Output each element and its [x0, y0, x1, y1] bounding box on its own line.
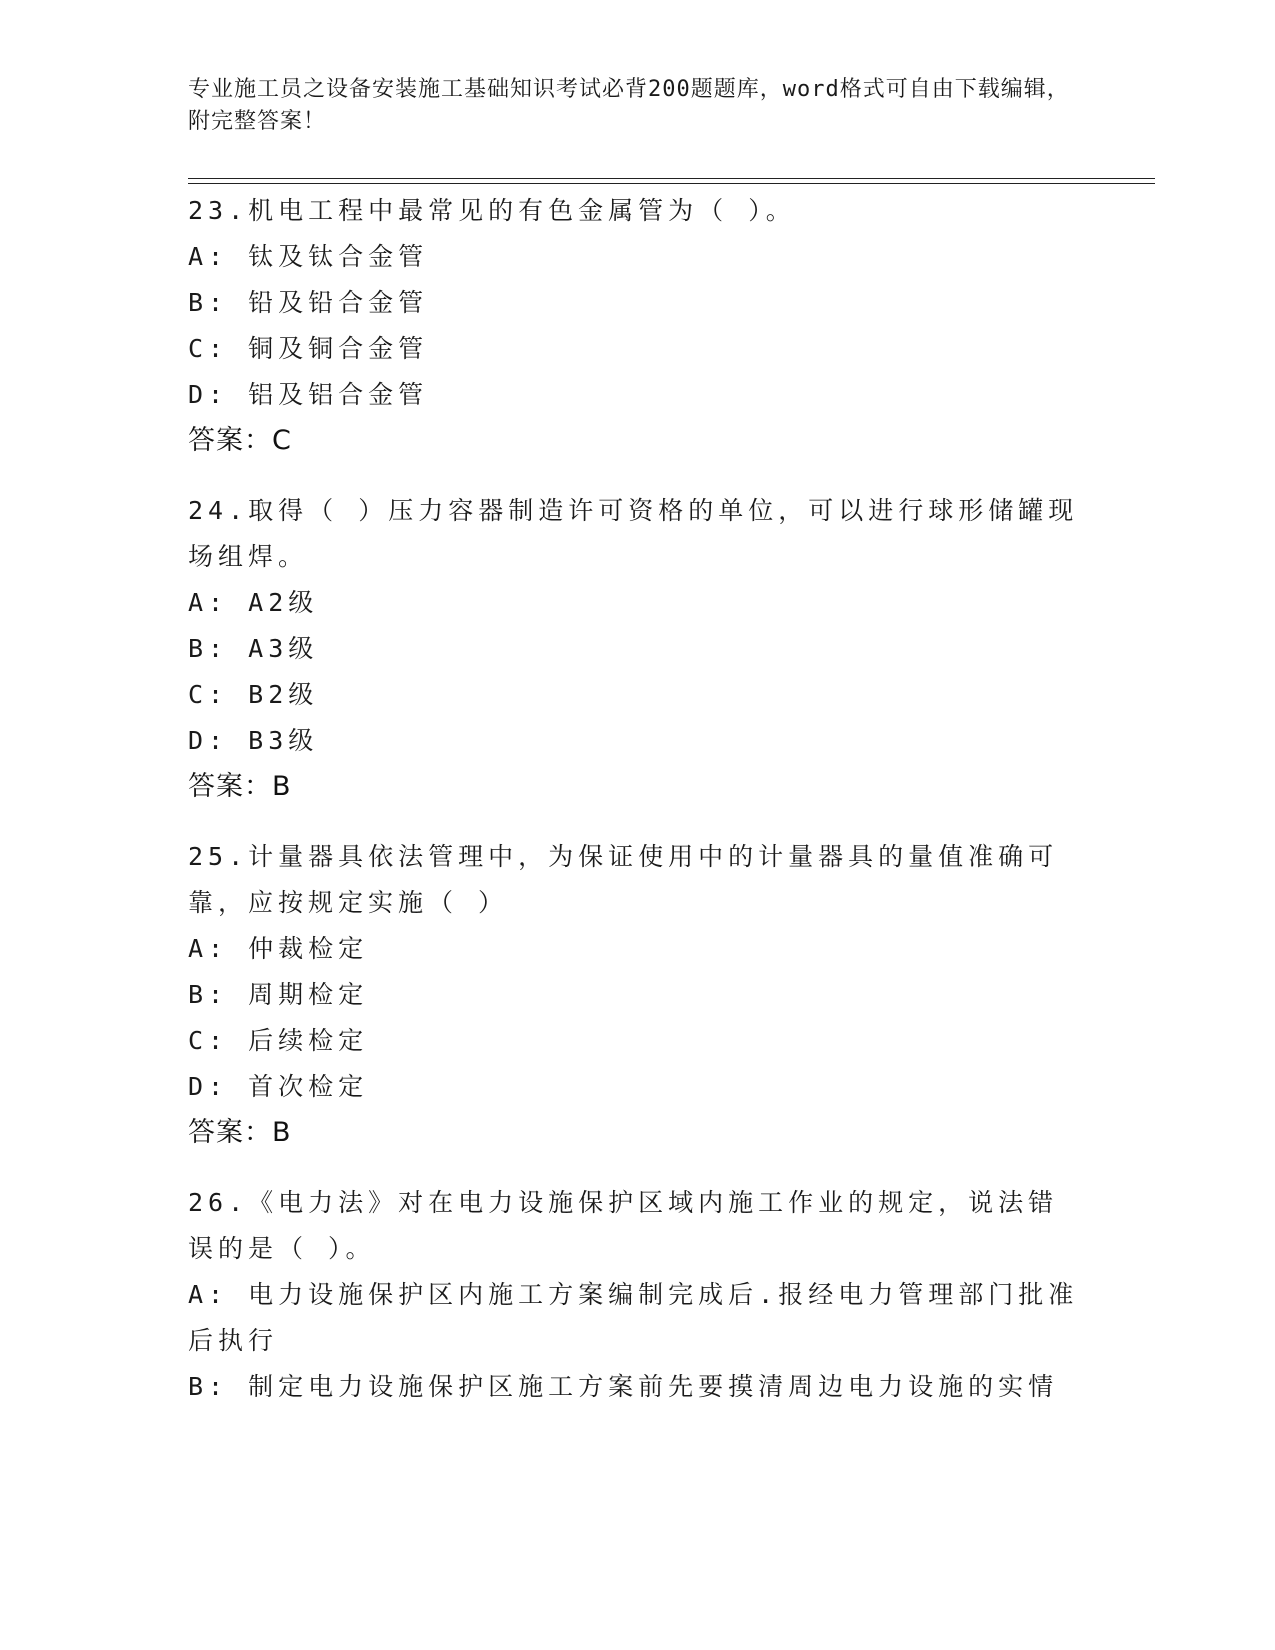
answer-label: 答案：C	[188, 425, 292, 456]
header-divider-bottom	[188, 183, 1155, 184]
option-b: B: 铅及铅合金管	[188, 288, 429, 317]
option-b: B: 制定电力设施保护区施工方案前先要摸清周边电力设施的实情	[188, 1372, 1059, 1401]
question-text: 24.取得（ ）压力容器制造许可资格的单位，可以进行球形储罐现场组焊。	[188, 496, 1079, 571]
answer-label: 答案：B	[188, 771, 292, 802]
question-text: 23.机电工程中最常见的有色金属管为（ ）。	[188, 196, 796, 225]
question-text: 25.计量器具依法管理中，为保证使用中的计量器具的量值准确可靠，应按规定实施（ ）	[188, 842, 1059, 917]
question-text: 26.《电力法》对在电力设施保护区域内施工作业的规定，说法错误的是（ ）。	[188, 1188, 1059, 1263]
option-a: A: 钛及钛合金管	[188, 242, 429, 271]
question-26	[188, 1180, 1088, 1410]
answer-label: 答案：B	[188, 1117, 292, 1148]
option-a: A: 电力设施保护区内施工方案编制完成后.报经电力管理部门批准后执行	[188, 1280, 1079, 1355]
option-d: D: 首次检定	[188, 1072, 369, 1101]
option-d: D: B3级	[188, 726, 319, 755]
option-b: B: A3级	[188, 634, 319, 663]
question-list	[188, 188, 1088, 1434]
option-a: A: A2级	[188, 588, 319, 617]
question-25	[188, 834, 1088, 1156]
option-c: C: 后续检定	[188, 1026, 369, 1055]
option-c: C: B2级	[188, 680, 319, 709]
option-c: C: 铜及铜合金管	[188, 334, 429, 363]
option-d: D: 铝及铝合金管	[188, 380, 429, 409]
option-b: B: 周期检定	[188, 980, 369, 1009]
question-23	[188, 188, 1088, 464]
question-24	[188, 488, 1088, 810]
document-header: 专业施工员之设备安装施工基础知识考试必背200题题库，word格式可自由下载编辑，附完整答案！	[188, 77, 1070, 134]
option-a: A: 仲裁检定	[188, 934, 369, 963]
header-divider-top	[188, 178, 1155, 179]
